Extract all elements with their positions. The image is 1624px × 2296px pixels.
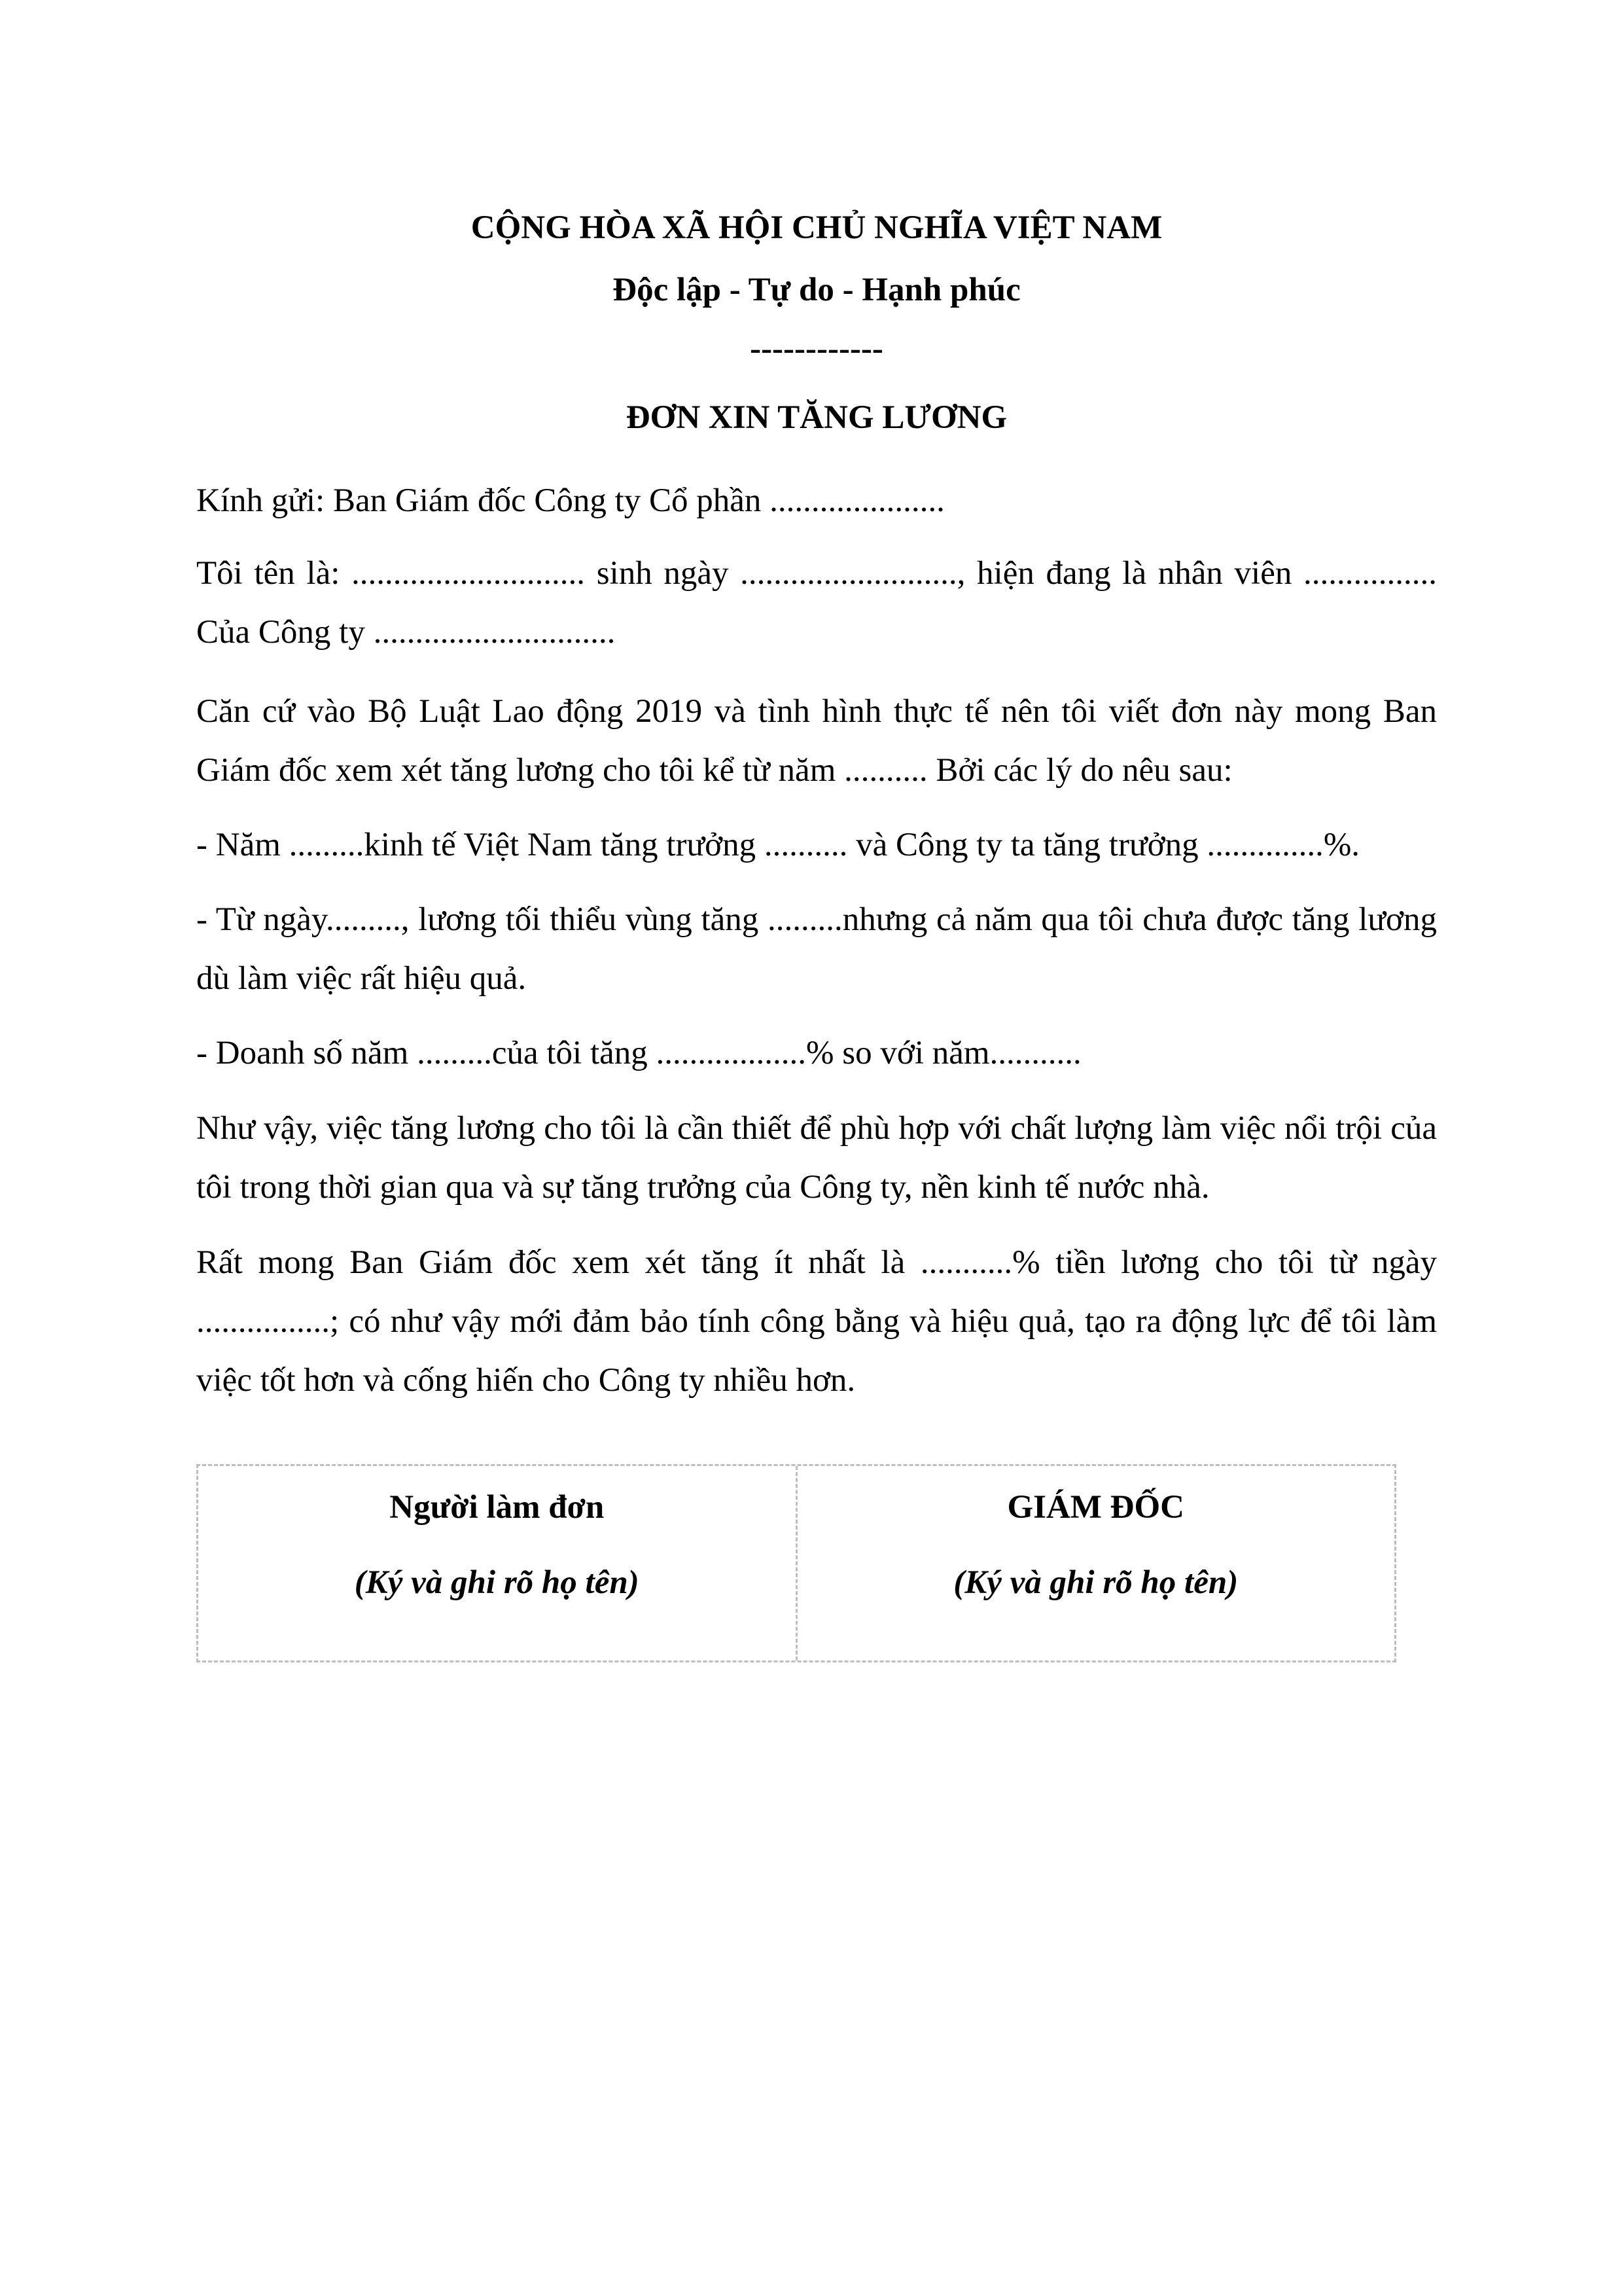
signature-table — [196, 1464, 1396, 1662]
motto-heading: Độc lập - Tự do - Hạnh phúc — [612, 272, 1021, 308]
applicant-signature-title: Người làm đơn — [389, 1489, 605, 1526]
basis-paragraph: Căn cứ vào Bộ Luật Lao động 2019 và tình hình thực tế nên tôi viết đơn này mong Ban Giám đốc xem xét tăng lương cho tôi kể từ năm .......... Bởi các lý do nêu sau: — [196, 693, 1437, 789]
intro-paragraph: Tôi tên là: ............................ sinh ngày .........................., hiện đang là nhân viên ................ Của Công ty ............................. — [196, 555, 1437, 651]
nation-heading: CỘNG HÒA XÃ HỘI CHỦ NGHĨA VIỆT NAM — [470, 209, 1163, 246]
reason-item: - Doanh số năm .........của tôi tăng ..................% so với năm........... — [196, 1035, 1082, 1071]
applicant-signature-note: (Ký và ghi rõ họ tên) — [354, 1564, 639, 1601]
heading-separator: ------------ — [750, 331, 883, 367]
applicant-signature-cell — [198, 1466, 796, 1660]
reason-item: - Năm .........kinh tế Việt Nam tăng trưởng .......... và Công ty ta tăng trưởng ..............%. — [196, 827, 1360, 863]
reason-item: - Từ ngày........., lương tối thiểu vùng tăng .........nhưng cả năm qua tôi chưa được tăng lương dù làm việc rất hiệu quả. — [196, 901, 1437, 997]
document-title: ĐƠN XIN TĂNG LƯƠNG — [626, 399, 1008, 436]
director-signature-cell — [796, 1466, 1395, 1660]
conclusion-paragraph: Như vậy, việc tăng lương cho tôi là cần thiết để phù hợp với chất lượng làm việc nổi trội của tôi trong thời gian qua và sự tăng trưởng của Công ty, nền kinh tế nước nhà. — [196, 1110, 1437, 1206]
director-signature-title: GIÁM ĐỐC — [1007, 1489, 1185, 1526]
director-signature-note: (Ký và ghi rõ họ tên) — [953, 1564, 1239, 1601]
recipient-line: Kính gửi: Ban Giám đốc Công ty Cổ phần ..................... — [196, 482, 945, 519]
request-paragraph: Rất mong Ban Giám đốc xem xét tăng ít nhất là ...........% tiền lương cho tôi từ ngày ................; có như vậy mới đảm bảo tính công bằng và hiệu quả, tạo ra động lực để tôi làm việc tốt hơn và cống hiến cho Công ty nhiều hơn. — [196, 1244, 1437, 1399]
